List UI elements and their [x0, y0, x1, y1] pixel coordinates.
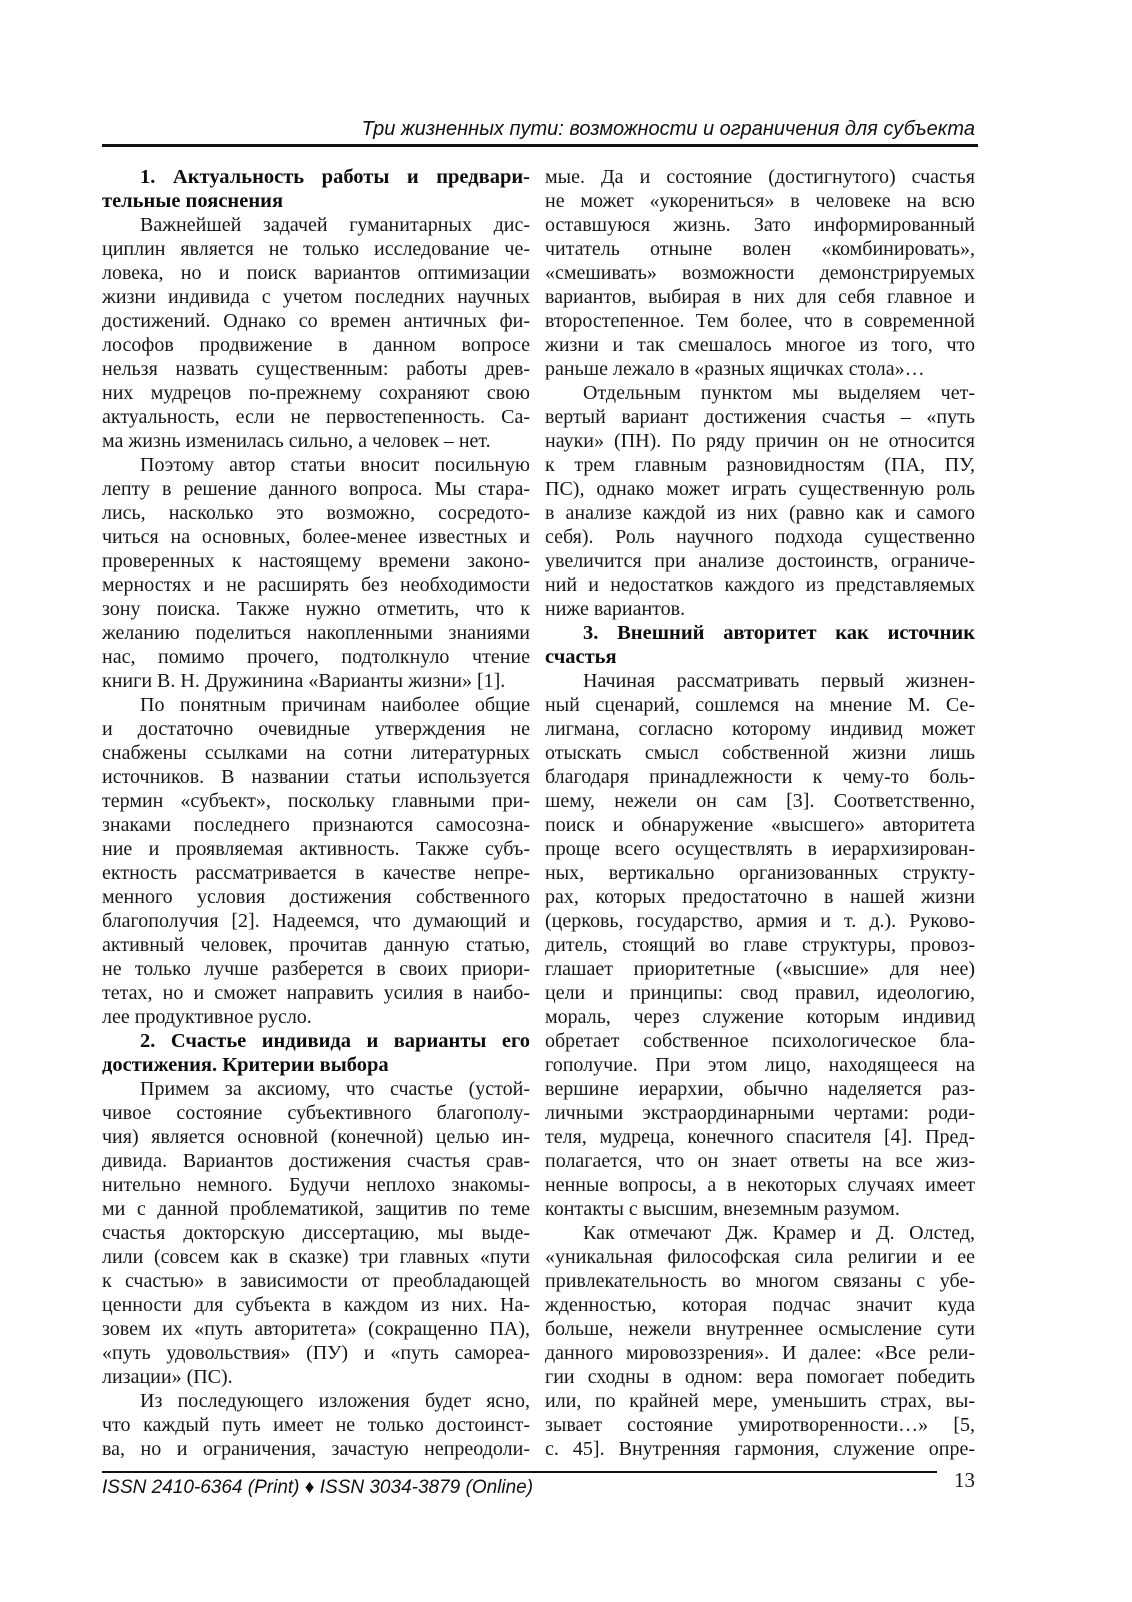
text-line: 3. Внешний авторитет как источник — [583, 622, 975, 644]
text-line: ми с данной проблематикой, защитив по теме — [102, 1198, 530, 1220]
text-line: актуальность, если не первостепенность. Са- — [102, 406, 530, 428]
footer-issn: ISSN 2410-6364 (Print) ♦ ISSN 3034-3879 (Online) — [102, 1477, 534, 1498]
text-line: Из последующего изложения будет ясно, — [140, 1390, 530, 1412]
text-line: 1. Актуальность работы и предвари- — [140, 166, 530, 188]
footer-rule — [102, 1471, 937, 1473]
text-line: увеличится при анализе достоинств, ограниче- — [545, 550, 975, 572]
page-number: 13 — [954, 1468, 975, 1492]
text-line: лили (совсем как в сказке) три главных «пути — [102, 1246, 530, 1268]
text-line: проще всего осуществлять в иерархизирован- — [545, 838, 975, 860]
text-line: счастья докторскую диссертацию, мы выде- — [102, 1222, 530, 1244]
text-line: жизни индивида с учетом последних научных — [102, 286, 530, 308]
text-line: личными экстраординарными чертами: роди- — [545, 1102, 975, 1124]
column-left — [102, 165, 530, 1461]
text-line: ний и недостатков каждого из представляемых — [545, 574, 975, 596]
text-line: ниже вариантов. — [545, 598, 686, 620]
paragraph — [545, 669, 975, 1221]
section-heading — [545, 621, 975, 669]
text-line: вариантов, выбирая в них для себя главное и — [545, 286, 975, 308]
text-line: нас, помимо прочего, подтолкнуло чтение — [102, 646, 530, 668]
text-line: снабжены ссылками на сотни литературных — [102, 742, 530, 764]
text-line: к счастью» в зависимости от преобладающей — [102, 1270, 530, 1292]
text-line: себя). Роль научного подхода существенно — [545, 526, 975, 548]
text-line: книги В. Н. Дружинина «Варианты жизни» [1]. — [102, 670, 506, 692]
text-line: ма жизнь изменилась сильно, а человек – нет. — [102, 430, 491, 452]
paragraph — [545, 1221, 975, 1461]
text-line: ных, вертикально организованных структу- — [545, 862, 975, 884]
text-line: зывает состояние умиротворенности…» [5, — [545, 1414, 975, 1436]
text-line: гии сходны в одном: вера помогает победить — [545, 1366, 975, 1388]
text-line: лее продуктивное русло. — [102, 1006, 312, 1028]
text-line: активный человек, прочитав данную статью, — [102, 934, 530, 956]
text-line: контакты с высшим, внеземным разумом. — [545, 1198, 900, 1220]
text-line: раньше лежало в «разных ящичках стола»… — [545, 358, 925, 380]
text-line: гополучие. При этом лицо, находящееся на — [545, 1054, 975, 1076]
paragraph — [102, 453, 530, 693]
text-line: жденностью, которая подчас значит куда — [545, 1294, 975, 1316]
text-line: Отдельным пунктом мы выделяем чет- — [583, 382, 975, 404]
text-line: второстепенное. Тем более, что в современной — [545, 310, 975, 332]
text-line: зону поиска. Также нужно отметить, что к — [102, 598, 530, 620]
paragraph — [102, 1389, 530, 1461]
text-line: ектность рассматривается в качестве непре- — [102, 862, 530, 884]
running-header: Три жизненных пути: возможности и ограничения для субъекта — [361, 118, 975, 140]
text-line: шему, нежели он сам [3]. Соответственно, — [545, 790, 975, 812]
section-heading — [102, 1029, 530, 1077]
text-line: ва, но и ограничения, зачастую непреодоли- — [102, 1438, 530, 1460]
text-line: источников. В названии статьи используется — [102, 766, 530, 788]
text-line: «путь удовольствия» (ПУ) и «путь самореа- — [102, 1342, 530, 1364]
paragraph — [102, 213, 530, 453]
text-line: науки» (ПН). По ряду причин он не относится — [545, 430, 975, 452]
text-line: менного условия достижения собственного — [102, 886, 530, 908]
text-line: вершине иерархии, обычно наделяется раз- — [545, 1078, 975, 1100]
text-line: ный сценарий, сошлемся на мнение М. Се- — [545, 694, 975, 716]
text-line: или, по крайней мере, уменьшить страх, вы- — [545, 1390, 975, 1412]
text-line: теля, мудреца, конечного спасителя [4]. Пред- — [545, 1126, 975, 1148]
paragraph — [102, 693, 530, 1029]
text-line: данного мировоззрения». И далее: «Все рели- — [545, 1342, 975, 1364]
text-line: По понятным причинам наиболее общие — [140, 694, 530, 716]
text-line: мерностях и не расширять без необходимости — [102, 574, 530, 596]
text-line: знаками последнего признаются самосозна- — [102, 814, 530, 836]
text-line: чия) является основной (конечной) целью ин- — [102, 1126, 530, 1148]
text-line: достижений. Однако со времен античных фи- — [102, 310, 530, 332]
text-line: Начиная рассматривать первый жизнен- — [583, 670, 975, 692]
paragraph — [545, 381, 975, 621]
text-line: лигмана, согласно которому индивид может — [545, 718, 975, 740]
text-line: ловека, но и поиск вариантов оптимизации — [102, 262, 530, 284]
text-line: лись, насколько это возможно, сосредото- — [102, 502, 530, 524]
column-right — [545, 165, 975, 1461]
text-line: счастья — [545, 646, 617, 668]
text-line: проверенных к настоящему времени законо- — [102, 550, 530, 572]
text-line: ценности для субъекта в каждом из них. На- — [102, 1294, 530, 1316]
text-line: не может «укорениться» в человеке на всю — [545, 190, 975, 212]
text-line: нительно немного. Будучи неплохо знакомы- — [102, 1174, 530, 1196]
text-line: полагается, что он знает ответы на все жиз- — [545, 1150, 975, 1172]
text-line: дитель, стоящий во главе структуры, провоз- — [545, 934, 975, 956]
paragraph — [545, 165, 975, 381]
text-line: достижения. Критерии выбора — [102, 1054, 389, 1076]
text-line: отыскать смысл собственной жизни лишь — [545, 742, 975, 764]
text-line: лизации» (ПС). — [102, 1366, 233, 1388]
text-line: благодаря принадлежности к чему-то боль- — [545, 766, 975, 788]
text-line: Поэтому автор статьи вносит посильную — [140, 454, 530, 476]
text-line: желанию поделиться накопленными знаниями — [102, 622, 530, 644]
text-line: больше, нежели внутреннее осмысление сути — [545, 1318, 975, 1340]
text-line: не только лучше разберется в своих приори- — [102, 958, 530, 980]
text-line: благополучия [2]. Надеемся, что думающий и — [102, 910, 530, 932]
text-line: читься на основных, более-менее известных и — [102, 526, 530, 548]
text-line: лепту в решение данного вопроса. Мы стара- — [102, 478, 530, 500]
text-line: обретает собственное психологическое бла- — [545, 1030, 975, 1052]
text-line: глашает приоритетные («высшие» для нее) — [545, 958, 975, 980]
text-line: цели и принципы: свод правил, идеологию, — [545, 982, 975, 1004]
text-line: и достаточно очевидные утверждения не — [102, 718, 530, 740]
text-line: зовем их «путь авторитета» (сокращенно ПА), — [102, 1318, 530, 1340]
text-line: «смешивать» возможности демонстрируемых — [545, 262, 975, 284]
text-line: лософов продвижение в данном вопросе — [102, 334, 530, 356]
text-line: мораль, через служение которым индивид — [545, 1006, 975, 1028]
text-line: поиск и обнаружение «высшего» авторитета — [545, 814, 975, 836]
text-line: жизни и так смешалось многое из того, что — [545, 334, 975, 356]
text-line: к трем главным разновидностям (ПА, ПУ, — [545, 454, 975, 476]
header-rule — [102, 144, 978, 147]
text-line: Важнейшей задачей гуманитарных дис- — [140, 214, 530, 236]
section-heading — [102, 165, 530, 213]
text-line: дивида. Вариантов достижения счастья срав- — [102, 1150, 530, 1172]
paragraph — [102, 1077, 530, 1389]
text-line: чивое состояние субъективного благополу- — [102, 1102, 530, 1124]
text-line: тетах, но и сможет направить усилия в наибо- — [102, 982, 530, 1004]
text-line: оставшуюся жизнь. Зато информированный — [545, 214, 975, 236]
text-line: 2. Счастье индивида и варианты его — [140, 1030, 530, 1052]
text-line: что каждый путь имеет не только достоинст- — [102, 1414, 530, 1436]
text-line: ПС), однако может играть существенную роль — [545, 478, 975, 500]
text-line: рах, которых предостаточно в нашей жизни — [545, 886, 975, 908]
text-line: вертый вариант достижения счастья – «путь — [545, 406, 975, 428]
text-line: них мудрецов по-прежнему сохраняют свою — [102, 382, 530, 404]
text-line: читатель отныне волен «комбинировать», — [545, 238, 975, 260]
text-line: термин «субъект», поскольку главными при- — [102, 790, 530, 812]
text-line: ние и проявляемая активность. Также субъ- — [102, 838, 530, 860]
text-line: «уникальная философская сила религии и ее — [545, 1246, 975, 1268]
text-line: тельные пояснения — [102, 190, 284, 212]
text-line: (церковь, государство, армия и т. д.). Руково- — [545, 910, 975, 932]
text-line: циплин является не только исследование че- — [102, 238, 530, 260]
text-line: мые. Да и состояние (достигнутого) счастья — [545, 166, 975, 188]
text-line: Примем за аксиому, что счастье (устой- — [140, 1078, 530, 1100]
text-line: нельзя назвать существенным: работы древ- — [102, 358, 530, 380]
text-line: с. 45]. Внутренняя гармония, служение опре- — [545, 1438, 975, 1460]
text-line: привлекательность во многом связаны с убе- — [545, 1270, 975, 1292]
text-line: в анализе каждой из них (равно как и самого — [545, 502, 975, 524]
text-line: Как отмечают Дж. Крамер и Д. Олстед, — [583, 1222, 975, 1244]
text-line: ненные вопросы, а в некоторых случаях имеет — [545, 1174, 975, 1196]
